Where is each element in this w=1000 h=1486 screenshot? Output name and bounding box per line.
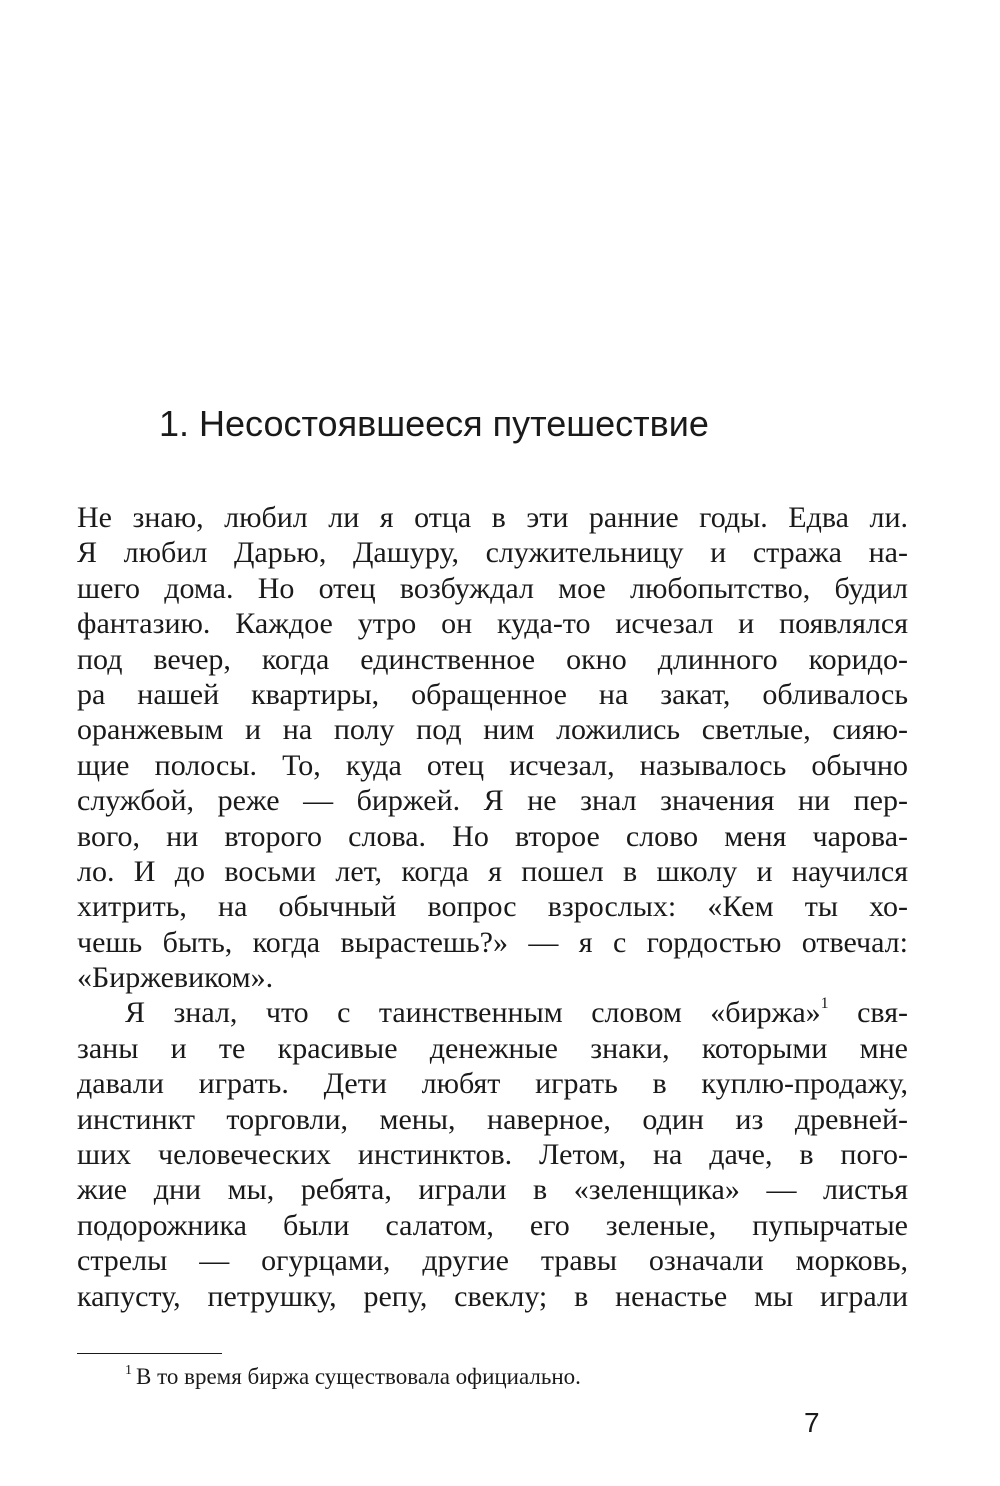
text-line: щие полосы. То, куда отец исчезал, называлось обычно: [77, 748, 908, 782]
footnote-divider: [77, 1353, 222, 1354]
footnote: [125, 1362, 581, 1392]
text-line: хитрить, на обычный вопрос взрослых: «Кем ты хо-: [77, 890, 908, 924]
text-line-with-footnote: [77, 995, 908, 1030]
footnote-reference[interactable]: 1: [820, 995, 829, 1013]
text-line: чешь быть, когда вырастешь?» — я с гордостью отвечал:: [77, 925, 908, 959]
text-line: жие дни мы, ребята, играли в «зеленщика» — листья: [77, 1173, 908, 1207]
text-line: ра нашей квартиры, обращенное на закат, обливалось: [77, 677, 908, 711]
chapter-title: 1. Несостоявшееся путешествие: [159, 403, 709, 444]
text-line: оранжевым и на полу под ним ложились светлые, сияю-: [77, 713, 908, 747]
text-line: фантазию. Каждое утро он куда-то исчезал и появлялся: [77, 607, 908, 641]
page-number: 7: [804, 1407, 820, 1438]
text-line: «Биржевиком».: [77, 961, 274, 995]
text-line: ло. И до восьми лет, когда я пошел в школу и научился: [77, 854, 908, 888]
text-line-tail: свя-: [828, 996, 908, 1030]
text-line: Не знаю, любил ли я отца в эти ранние годы. Едва ли.: [77, 501, 908, 534]
text-line: заны и те красивые денежные знаки, которыми мне: [77, 1031, 908, 1065]
text-line: вого, ни второго слова. Но второе слово меня чарова-: [77, 819, 908, 853]
footnote-text: В то время биржа существовала официально.: [136, 1364, 581, 1389]
text-line: инстинкт торговли, мены, наверное, один из древней-: [77, 1102, 908, 1136]
text-line: стрелы — огурцами, другие травы означали морковь,: [77, 1244, 908, 1278]
footnote-marker: 1: [125, 1363, 132, 1378]
text-line: службой, реже — биржей. Я не знал значения ни пер-: [77, 784, 908, 818]
text-line: шего дома. Но отец возбуждал мое любопытство, будил: [77, 571, 908, 605]
text-line: ших человеческих инстинктов. Летом, на даче, в пого-: [77, 1138, 908, 1172]
text-line: капусту, петрушку, репу, свеклу; в ненастье мы играли: [77, 1279, 908, 1313]
text-line-head: Я знал, что с таинственным словом «биржа»: [125, 996, 821, 1030]
body-text: [77, 500, 908, 1314]
text-line: давали играть. Дети любят играть в куплю-продажу,: [77, 1067, 908, 1101]
text-line: подорожника были салатом, его зеленые, пупырчатые: [77, 1208, 908, 1242]
text-line: Я любил Дарью, Дашуру, служительницу и стража на-: [77, 536, 908, 570]
text-line: под вечер, когда единственное окно длинного коридо-: [77, 642, 908, 676]
